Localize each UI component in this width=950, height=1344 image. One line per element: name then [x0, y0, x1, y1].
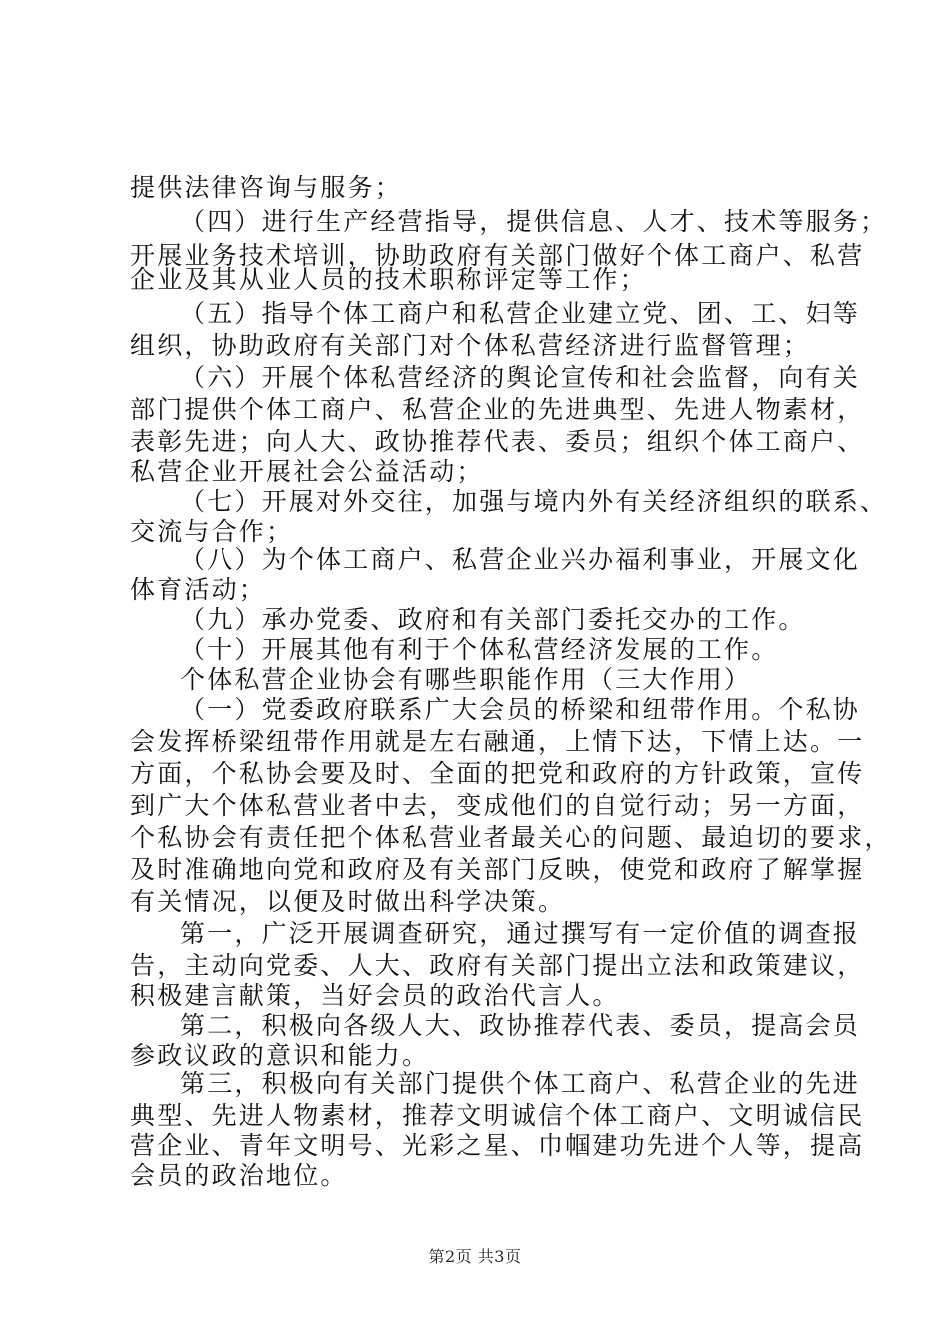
text-line: （五）指导个体工商户和私营企业建立党、团、工、妇等 [180, 299, 861, 328]
text-line: 告，主动向党委、人大、政府有关部门提出立法和政策建议， [130, 951, 865, 980]
text-line: 营企业、青年文明号、光彩之星、巾帼建功先进个人等，提高 [130, 1131, 865, 1160]
text-line: （四）进行生产经营指导，提供信息、人才、技术等服务； [180, 207, 888, 236]
section-heading: 个体私营企业协会有哪些职能作用（三大作用） [180, 665, 752, 694]
text-line: 及时准确地向党和政府及有关部门反映，使党和政府了解掌握 [130, 855, 865, 884]
text-line: 典型、先进人物素材，推荐文明诚信个体工商户、文明诚信民 [130, 1101, 865, 1130]
text-line: 第一，广泛开展调查研究，通过撰写有一定价值的调查报 [180, 919, 861, 948]
text-line: （八）为个体工商户、私营企业兴办福利事业，开展文化 [180, 545, 861, 574]
text-line: 积极建言献策，当好会员的政治代言人。 [130, 981, 620, 1010]
text-line: （六）开展个体私营经济的舆论宣传和社会监督，向有关 [180, 363, 861, 392]
text-line: 会员的政治地位。 [130, 1161, 348, 1190]
text-line: （十）开展其他有利于个体私营经济发展的工作。 [180, 635, 779, 664]
text-line: 有关情况，以便及时做出科学决策。 [130, 887, 566, 916]
text-line: 会发挥桥梁纽带作用就是左右融通，上情下达，下情上达。一 [130, 727, 865, 756]
text-line: 私营企业开展社会公益活动； [130, 457, 484, 486]
text-line: 第三，积极向有关部门提供个体工商户、私营企业的先进 [180, 1069, 861, 1098]
page-footer: 第2页 共3页 [428, 1247, 522, 1266]
text-line: 组织，协助政府有关部门对个体私营经济进行监督管理； [130, 331, 811, 360]
text-line: 到广大个体私营业者中去，变成他们的自觉行动；另一方面， [130, 791, 865, 820]
text-line: 表彰先进；向人大、政协推荐代表、委员；组织个体工商户、 [130, 427, 865, 456]
text-line: （九）承办党委、政府和有关部门委托交办的工作。 [180, 605, 806, 634]
text-line: 个私协会有责任把个体私营业者最关心的问题、最迫切的要求， [130, 823, 892, 852]
text-line: 第二，积极向各级人大、政协推荐代表、委员，提高会员 [180, 1011, 861, 1040]
text-line: （七）开展对外交往，加强与境内外有关经济组织的联系、 [180, 487, 888, 516]
text-line: 部门提供个体工商户、私营企业的先进典型、先进人物素材， [130, 395, 865, 424]
text-line: 提供法律咨询与服务； [130, 173, 403, 202]
text-line: 企业及其从业人员的技术职称评定等工作； [130, 265, 647, 294]
text-line: 交流与合作； [130, 517, 294, 546]
text-line: 体育活动； [130, 575, 267, 604]
text-line: 开展业务技术培训，协助政府有关部门做好个体工商户、私营 [130, 241, 865, 270]
text-line: 参政议政的意识和能力。 [130, 1041, 430, 1070]
text-line: （一）党委政府联系广大会员的桥梁和纽带作用。个私协 [180, 695, 861, 724]
text-line: 方面，个私协会要及时、全面的把党和政府的方针政策，宣传 [130, 759, 865, 788]
